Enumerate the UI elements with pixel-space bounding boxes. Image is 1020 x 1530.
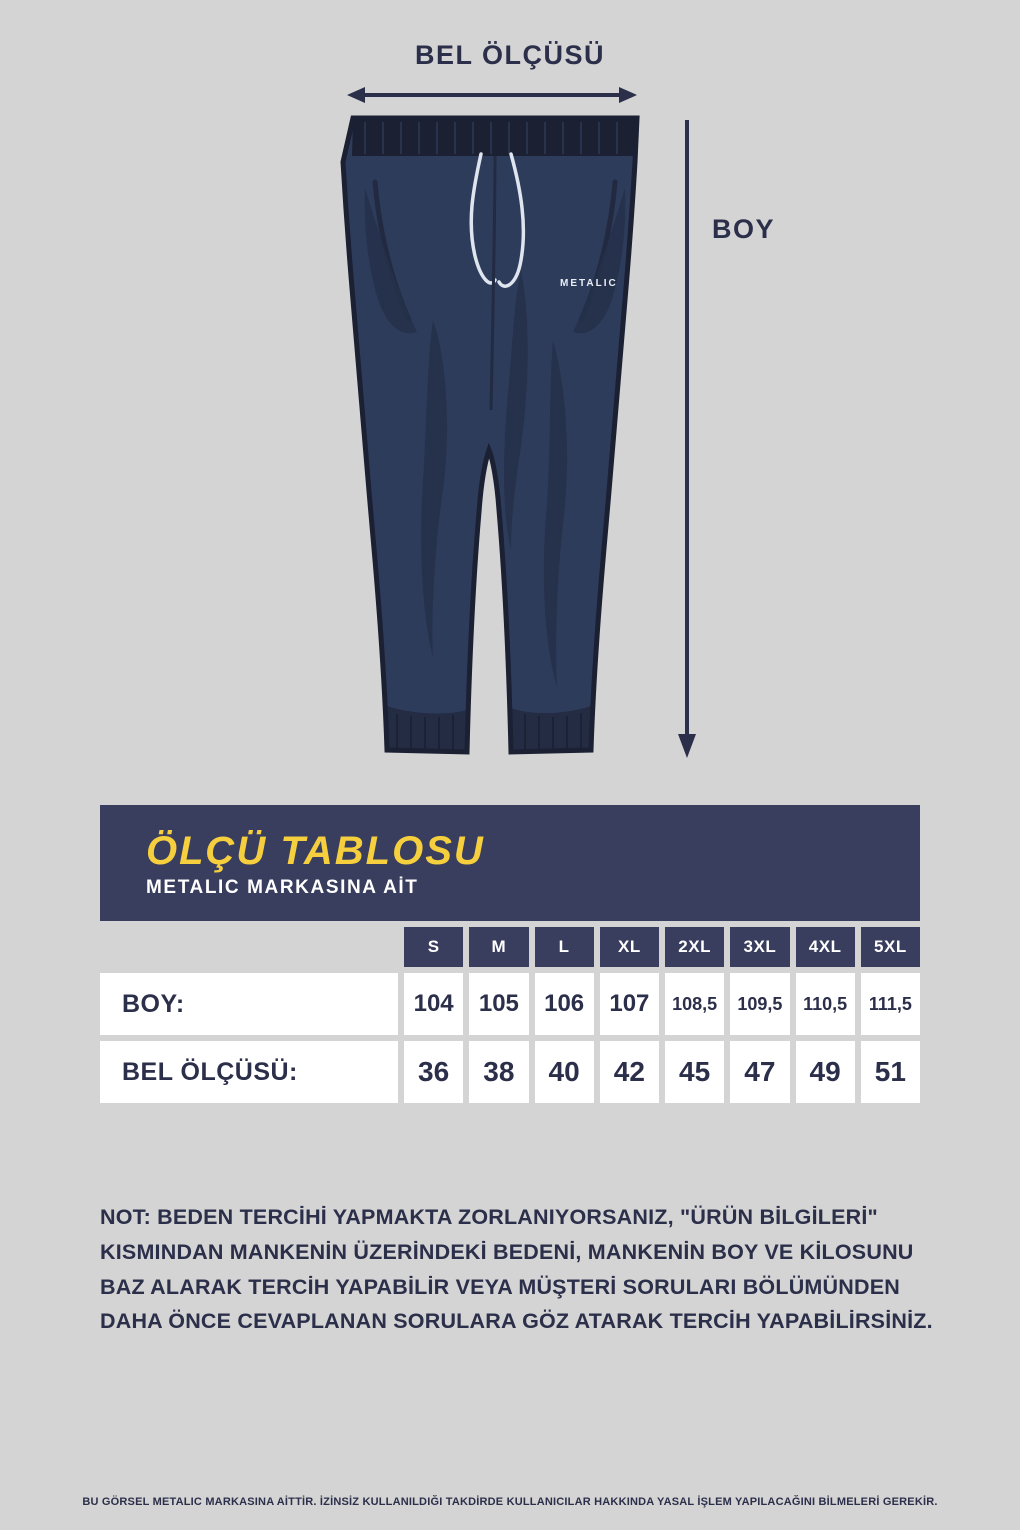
size-header-cell: 3XL xyxy=(730,927,789,967)
length-measure-label: BOY xyxy=(712,214,776,244)
measure-cell: 49 xyxy=(796,1041,855,1103)
garment-brandmark: METALIC xyxy=(560,278,618,289)
table-row xyxy=(100,973,920,1035)
measure-cell: 40 xyxy=(535,1041,594,1103)
measure-cell: 107 xyxy=(600,973,659,1035)
waist-arrow-icon xyxy=(347,84,637,106)
measure-cell: 47 xyxy=(730,1041,789,1103)
note-line: KISMINDAN MANKENİN ÜZERİNDEKİ BEDENİ, MANKENİN BOY VE KİLOSUNU xyxy=(100,1239,914,1264)
size-table xyxy=(100,927,920,1103)
measure-cell: 42 xyxy=(600,1041,659,1103)
size-table-card xyxy=(100,805,920,1109)
size-header-cell: 2XL xyxy=(665,927,724,967)
measure-cell: 36 xyxy=(404,1041,463,1103)
note-line: BAZ ALARAK TERCİH YAPABİLİR VEYA MÜŞTERİ SORULARI BÖLÜMÜNDEN xyxy=(100,1274,900,1299)
note-line: NOT: BEDEN TERCİHİ YAPMAKTA ZORLANIYORSANIZ, "ÜRÜN BİLGİLERİ" xyxy=(100,1205,878,1229)
measure-cell: 45 xyxy=(665,1041,724,1103)
row-label: BOY: xyxy=(100,973,398,1035)
sweatpants-illustration xyxy=(335,110,655,770)
size-header-cell: M xyxy=(469,927,528,967)
note-line: DAHA ÖNCE CEVAPLANAN SORULARA GÖZ ATARAK TERCİH YAPABİLİRSİNİZ. xyxy=(100,1309,933,1334)
size-note xyxy=(100,1200,940,1339)
size-header-cell: 5XL xyxy=(861,927,920,967)
measure-cell: 110,5 xyxy=(796,973,855,1035)
measure-cell: 51 xyxy=(861,1041,920,1103)
table-corner-cell xyxy=(100,927,398,967)
card-header xyxy=(100,805,920,921)
waist-measure-label: BEL ÖLÇÜSÜ xyxy=(414,40,605,70)
table-header-row xyxy=(100,927,920,967)
card-subtitle: METALIC MARKASINA AİT xyxy=(146,877,419,898)
size-header-cell: S xyxy=(404,927,463,967)
table-row xyxy=(100,1041,920,1103)
measure-cell: 104 xyxy=(404,973,463,1035)
length-arrow-icon xyxy=(672,118,702,758)
row-label: BEL ÖLÇÜSÜ: xyxy=(100,1041,398,1103)
measure-cell: 108,5 xyxy=(665,973,724,1035)
measure-cell: 111,5 xyxy=(861,973,920,1035)
card-title: ÖLÇÜ TABLOSU xyxy=(146,829,485,873)
measure-cell: 109,5 xyxy=(730,973,789,1035)
size-header-cell: L xyxy=(535,927,594,967)
measure-cell: 105 xyxy=(469,973,528,1035)
measure-cell: 106 xyxy=(535,973,594,1035)
copyright-footer: BU GÖRSEL METALIC MARKASINA AİTTİR. İZİNSİZ KULLANILDIĞI TAKDİRDE KULLANICILAR HAKKINDA YASAL İŞLEM YAPILACAĞINI BİLMELERİ GEREKİR. xyxy=(82,1496,938,1508)
measure-cell: 38 xyxy=(469,1041,528,1103)
size-header-cell: 4XL xyxy=(796,927,855,967)
size-header-cell: XL xyxy=(600,927,659,967)
